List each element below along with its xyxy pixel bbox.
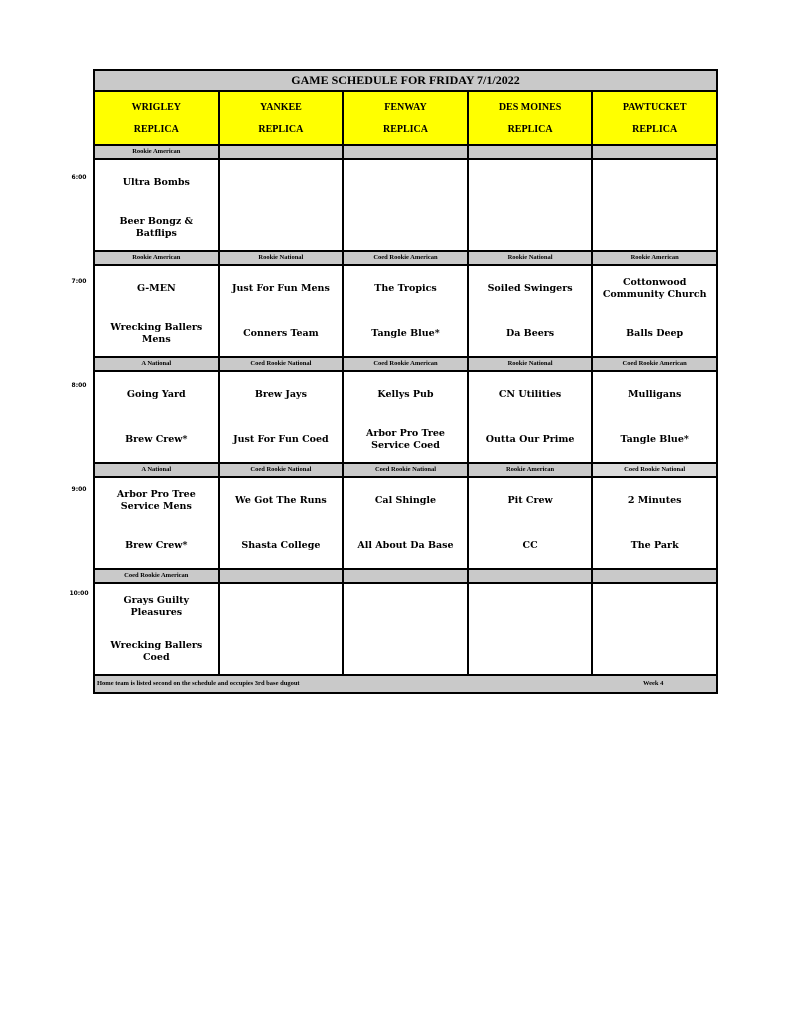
home-team: Wrecking Ballers Coed [110,640,203,663]
away-team: G-MEN [136,283,176,294]
field-sub: REPLICA [632,123,678,135]
field-name: DES MOINES [498,101,562,113]
time-label: 7:00 [71,278,87,285]
division-label: Coed Rookie National [220,464,345,476]
game-cell [593,372,716,462]
division-label: Coed Rookie National [344,464,469,476]
home-team [596,213,713,243]
game-cell [469,478,594,568]
time-label: 9:00 [71,486,87,493]
division-label: Coed Rookie National [593,464,716,476]
away-team: We Got The Runs [235,495,327,506]
away-team [347,592,464,622]
game-cell [469,160,594,250]
away-team: Cottonwood Community Church [602,277,707,300]
home-team: Balls Deep [626,328,684,339]
home-team [472,213,589,243]
away-team [347,168,464,198]
game-cell [593,478,716,568]
home-team: Conners Team [243,328,319,339]
away-team: Pit Crew [507,495,553,506]
time-label: 8:00 [71,382,87,389]
home-team: Wrecking Ballers Mens [110,322,203,345]
division-label: Rookie National [220,252,345,264]
game-cell [95,478,220,568]
home-team: Just For Fun Coed [233,434,329,445]
field-header [220,92,345,144]
field-sub: REPLICA [507,123,553,135]
game-cell [593,160,716,250]
division-label: Coed Rookie American [344,252,469,264]
division-label: A National [95,358,220,370]
home-team: Outta Our Prime [485,434,575,445]
away-team: Arbor Pro Tree Service Mens [116,489,196,512]
away-team [472,168,589,198]
division-label [469,146,594,158]
game-cell [344,584,469,674]
away-team: CN Utilities [498,389,562,400]
field-name: PAWTUCKET [622,101,687,113]
game-cell [593,584,716,674]
home-team: Tangle Blue* [620,434,689,445]
away-team: 2 Minutes [627,495,682,506]
game-cell [220,160,345,250]
home-team: All About Da Base [357,540,454,551]
game-cell [344,266,469,356]
away-team: Cal Shingle [374,495,437,506]
game-cell [469,266,594,356]
game-row [95,584,716,676]
away-team: Grays Guilty Pleasures [123,595,190,618]
field-sub: REPLICA [133,123,179,135]
home-team: Da Beers [505,328,555,339]
division-label [593,146,716,158]
schedule-footer [95,676,716,692]
game-cell [220,584,345,674]
division-label: Rookie American [95,146,220,158]
game-row [95,266,716,358]
footer-note: Home team is listed second on the schedule and occupies 3rd base dugout [97,680,300,687]
away-team: The Tropics [374,283,437,294]
game-cell [344,478,469,568]
home-team [347,637,464,667]
division-label: Rookie National [469,252,594,264]
game-cell [469,584,594,674]
division-row [95,146,716,160]
field-sub: REPLICA [382,123,428,135]
home-team: Arbor Pro Tree Service Coed [366,428,445,451]
home-team: CC [522,540,538,551]
time-label: 10:00 [69,590,89,597]
away-team [596,592,713,622]
game-row [95,160,716,252]
division-label: Coed Rookie National [220,358,345,370]
home-team: Shasta College [241,540,321,551]
division-label: Rookie American [95,252,220,264]
game-cell [95,584,220,674]
field-sub: REPLICA [258,123,304,135]
game-cell [95,372,220,462]
game-cell [220,478,345,568]
division-label: Coed Rookie American [95,570,220,582]
time-label: 6:00 [71,174,87,181]
field-header [593,92,716,144]
division-label [344,570,469,582]
division-label: Rookie American [593,252,716,264]
schedule-table [93,69,718,694]
game-row [95,478,716,570]
game-cell [220,372,345,462]
home-team [596,637,713,667]
schedule-title: GAME SCHEDULE FOR FRIDAY 7/1/2022 [95,71,716,92]
field-header-row [95,92,716,146]
field-header [344,92,469,144]
division-label [344,146,469,158]
home-team [223,213,340,243]
week-label: Week 4 [643,680,664,687]
game-cell [220,266,345,356]
home-team: Tangle Blue* [371,328,440,339]
division-label: Coed Rookie American [344,358,469,370]
game-cell [344,372,469,462]
away-team: Going Yard [126,389,186,400]
home-team: The Park [630,540,679,551]
away-team: Kellys Pub [377,389,434,400]
away-team: Ultra Bombs [122,177,190,188]
game-cell [95,160,220,250]
game-cell [95,266,220,356]
away-team: Mulligans [628,389,682,400]
division-label: Rookie American [469,464,594,476]
division-row [95,570,716,584]
away-team [472,592,589,622]
field-name: WRIGLEY [131,101,182,113]
away-team: Brew Jays [254,389,307,400]
division-row [95,464,716,478]
away-team [223,168,340,198]
away-team [223,592,340,622]
field-name: YANKEE [259,101,302,113]
field-header [95,92,220,144]
field-header [469,92,594,144]
division-row [95,252,716,266]
division-label: Rookie National [469,358,594,370]
division-row [95,358,716,372]
home-team [347,213,464,243]
game-cell [469,372,594,462]
home-team [223,637,340,667]
away-team: Soiled Swingers [487,283,573,294]
away-team [596,168,713,198]
division-label: Coed Rookie American [593,358,716,370]
division-label [593,570,716,582]
away-team: Just For Fun Mens [231,283,330,294]
game-cell [593,266,716,356]
division-label [469,570,594,582]
division-label [220,146,345,158]
division-label [220,570,345,582]
division-label: A National [95,464,220,476]
home-team: Brew Crew* [125,540,188,551]
field-name: FENWAY [384,101,427,113]
home-team: Beer Bongz & Batflips [119,216,194,239]
game-row [95,372,716,464]
game-cell [344,160,469,250]
home-team [472,637,589,667]
home-team: Brew Crew* [125,434,188,445]
